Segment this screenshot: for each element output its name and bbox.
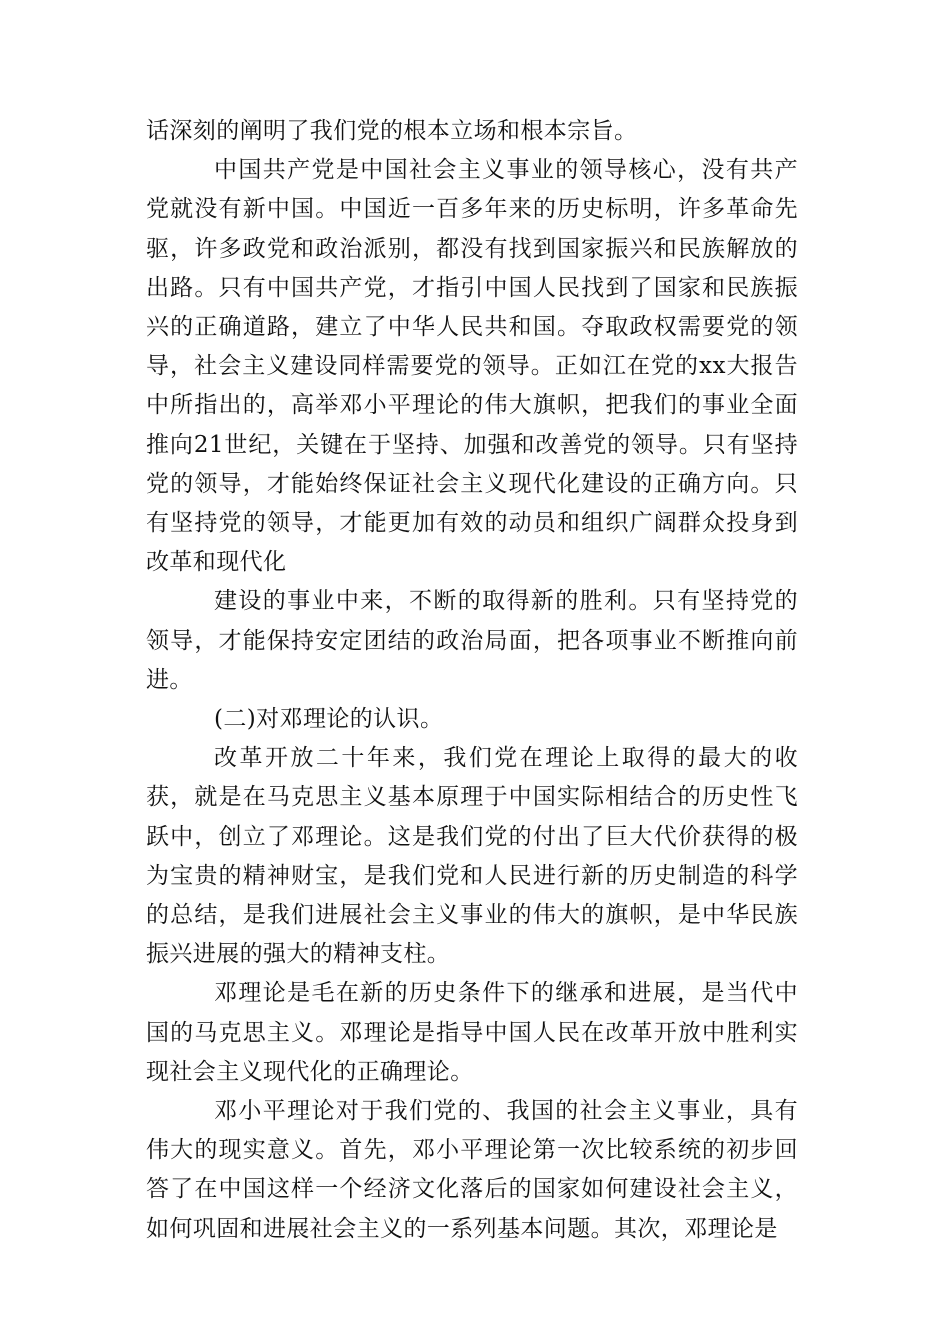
paragraph-party-leadership: 中国共产党是中国社会主义事业的领导核心，没有共产党就没有新中国。中国近一百多年来的历史标明，许多革命先驱，许多政党和政治派别，都没有找到国家振兴和民族解放的出路。只有中国共产党，才指引中国人民找到了国家和民族振兴的正确道路，建立了中华人民共和国。夺取政权需要党的领导，社会主义建设同样需要党的领导。正如江在党的xx大报告中所指出的，高举邓小平理论的伟大旗帜，把我们的事业全面推向21世纪，关键在于坚持、加强和改善党的领导。只有坚持党的领导，才能始终保证社会主义现代化建设的正确方向。只有坚持党的领导，才能更加有效的动员和组织广阔群众投身到改革和现代化 [146, 157, 798, 576]
paragraph-construction-cause: 建设的事业中来，不断的取得新的胜利。只有坚持党的领导，才能保持安定团结的政治局面，把各项事业不断推向前进。 [146, 588, 798, 693]
paragraph-continuation: 话深刻的阐明了我们党的根本立场和根本宗旨。 [146, 118, 638, 144]
paragraph-practical-significance: 邓小平理论对于我们党的、我国的社会主义事业，具有伟大的现实意义。首先，邓小平理论第一次比较系统的初步回答了在中国这样一个经济文化落后的国家如何建设社会主义，如何巩固和进展社会主义的一系列基本问题。其次，邓理论是 [146, 1098, 798, 1242]
document-body [146, 112, 798, 1249]
paragraph-theory-inheritance: 邓理论是毛在新的历史条件下的继承和进展，是当代中国的马克思主义。邓理论是指导中国人民在改革开放中胜利实现社会主义现代化的正确理论。 [146, 980, 798, 1085]
paragraph-reform-opening: 改革开放二十年来，我们党在理论上取得的最大的收获，就是在马克思主义基本原理于中国实际相结合的历史性飞跃中，创立了邓理论。这是我们党的付出了巨大代价获得的极为宝贵的精神财宝，是我们党和人民进行新的历史制造的科学的总结，是我们进展社会主义事业的伟大的旗帜，是中华民族振兴进展的强大的精神支柱。 [146, 745, 798, 968]
section-heading: (二)对邓理论的认识。 [214, 706, 444, 733]
